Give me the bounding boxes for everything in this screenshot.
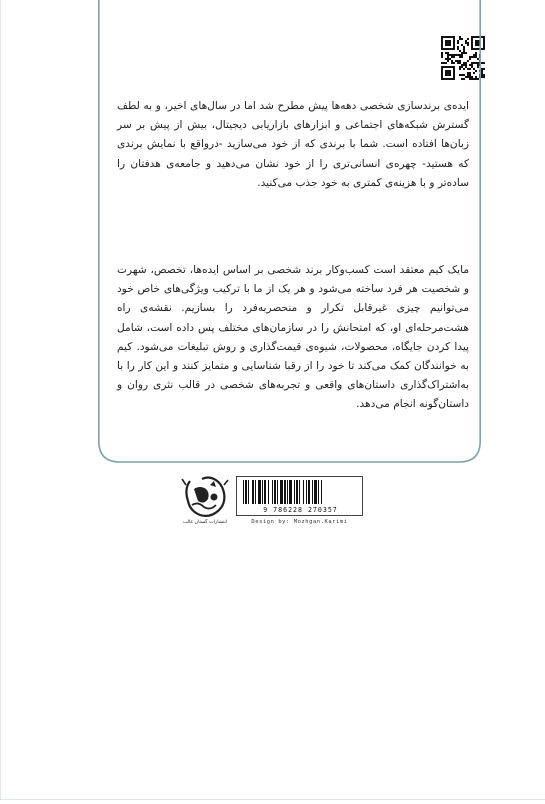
designer-credit: Design by: Mozhgan.Karimi bbox=[251, 519, 348, 525]
description-paragraph-1: ایده‌ی برندسازی شخصی دهه‌ها پیش مطرح شد اما در سال‌های اخیر، و به لطف گسترش شبکه‌های اجتماعی و ابزارهای بازاریابی دیجیتال، بیش از پیش بر سر زبان‌ها افتاده است. شما با برندی که از خود می‌سازید -درواقع با نمایش برندی که هستید- چهره‌ی انسانی‌تری را از خود نشان می‌دهید و جامعه‌ی هدفتان را ساده‌تر و با هزینه‌ی کمتری به خود جذب می‌کنید. bbox=[117, 100, 469, 189]
publisher-name: انتشارات گستان غالب bbox=[182, 520, 228, 525]
isbn-barcode bbox=[236, 476, 363, 516]
isbn-number: 9 786228 270357 bbox=[263, 506, 338, 514]
publisher-logo bbox=[180, 471, 230, 523]
description-paragraph-2: مایک کیم معتقد است کسب‌وکار برند شخصی بر اساس ایده‌ها، تخصص، شهرت و شخصیت هر فرد ساخته می‌شود و هر یک از ما با ترکیب ویژگی‌های خاص خود می‌توانیم چیزی غیرقابل تکرار و منحصربه‌فرد را بسازیم. نقشه‌ی راه هشت‌مرحله‌ای او، که امتحانش را در سازمان‌های مختلف پس داده است، شامل پیدا کردن جایگاه، محصولات، شیوه‌ی قیمت‌گذاری و روش تبلیغات می‌شود. کیم به خوانندگان کمک می‌کند تا خود را از رقبا شناسایی و متمایز کنند و این کار را با به‌اشتراک‌گذاری داستان‌های واقعی و تجربه‌های شخصی در قالب نثری روان و داستان‌گونه انجام می‌دهد. bbox=[117, 264, 469, 411]
